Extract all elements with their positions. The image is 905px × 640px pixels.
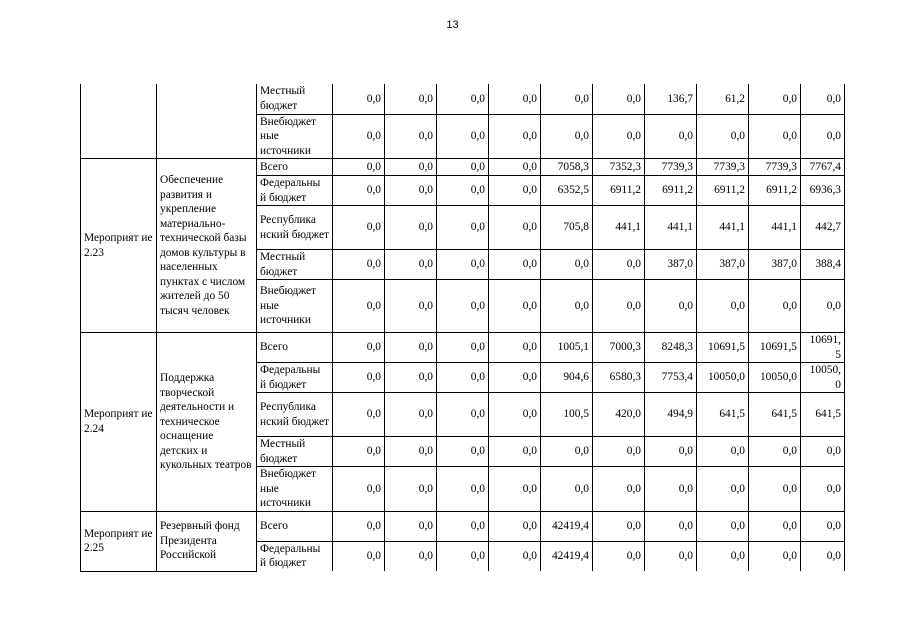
funding-source-cell: Республика нский бюджет xyxy=(257,206,333,250)
value-cell: 641,5 xyxy=(697,393,749,437)
value-cell: 0,0 xyxy=(437,250,489,280)
description-cell: Поддержка творческой деятельности и техническое оснащение детских и кукольных театров xyxy=(157,333,257,512)
value-cell: 0,0 xyxy=(385,467,437,512)
value-cell: 0,0 xyxy=(489,437,541,467)
value-cell: 7739,3 xyxy=(645,159,697,176)
value-cell: 0,0 xyxy=(593,250,645,280)
funding-source-cell: Всего xyxy=(257,511,333,541)
value-cell: 0,0 xyxy=(385,511,437,541)
value-cell: 0,0 xyxy=(541,114,593,159)
value-cell: 0,0 xyxy=(385,250,437,280)
value-cell: 0,0 xyxy=(437,84,489,114)
value-cell: 0,0 xyxy=(645,541,697,571)
funding-source-cell: Федеральны й бюджет xyxy=(257,176,333,206)
value-cell: 494,9 xyxy=(645,393,697,437)
value-cell: 0,0 xyxy=(749,280,801,333)
value-cell: 0,0 xyxy=(749,437,801,467)
value-cell: 0,0 xyxy=(749,541,801,571)
value-cell: 0,0 xyxy=(801,511,845,541)
value-cell: 0,0 xyxy=(437,541,489,571)
value-cell: 7767,4 xyxy=(801,159,845,176)
value-cell: 7753,4 xyxy=(645,363,697,393)
value-cell: 420,0 xyxy=(593,393,645,437)
value-cell: 441,1 xyxy=(697,206,749,250)
value-cell: 0,0 xyxy=(333,114,385,159)
description-cell: Резервный фонд Президента Российской xyxy=(157,511,257,571)
value-cell: 0,0 xyxy=(749,114,801,159)
value-cell: 0,0 xyxy=(489,206,541,250)
value-cell: 10050,0 xyxy=(749,363,801,393)
value-cell: 0,0 xyxy=(333,363,385,393)
value-cell: 0,0 xyxy=(593,114,645,159)
value-cell: 6580,3 xyxy=(593,363,645,393)
value-cell: 6936,3 xyxy=(801,176,845,206)
table-row xyxy=(81,333,845,363)
value-cell: 7739,3 xyxy=(697,159,749,176)
value-cell: 0,0 xyxy=(749,467,801,512)
value-cell: 0,0 xyxy=(489,541,541,571)
value-cell: 0,0 xyxy=(489,333,541,363)
value-cell: 0,0 xyxy=(697,467,749,512)
funding-source-cell: Внебюджет ные источники xyxy=(257,114,333,159)
value-cell: 0,0 xyxy=(489,114,541,159)
value-cell: 904,6 xyxy=(541,363,593,393)
value-cell: 705,8 xyxy=(541,206,593,250)
value-cell: 641,5 xyxy=(749,393,801,437)
value-cell: 0,0 xyxy=(697,511,749,541)
funding-source-cell: Внебюджет ные источники xyxy=(257,280,333,333)
value-cell: 0,0 xyxy=(645,114,697,159)
funding-source-cell: Местный бюджет xyxy=(257,84,333,114)
funding-source-cell: Местный бюджет xyxy=(257,250,333,280)
value-cell: 10050,0 xyxy=(801,363,845,393)
value-cell: 0,0 xyxy=(437,176,489,206)
value-cell: 0,0 xyxy=(437,467,489,512)
value-cell: 0,0 xyxy=(801,114,845,159)
value-cell: 0,0 xyxy=(489,280,541,333)
value-cell: 0,0 xyxy=(697,437,749,467)
value-cell: 641,5 xyxy=(801,393,845,437)
value-cell: 0,0 xyxy=(385,176,437,206)
value-cell: 0,0 xyxy=(489,363,541,393)
value-cell: 0,0 xyxy=(333,541,385,571)
value-cell: 0,0 xyxy=(333,206,385,250)
funding-source-cell: Местный бюджет xyxy=(257,437,333,467)
table-row xyxy=(81,511,845,541)
value-cell: 387,0 xyxy=(697,250,749,280)
description-cell xyxy=(157,84,257,159)
value-cell: 10691,5 xyxy=(801,333,845,363)
value-cell: 388,4 xyxy=(801,250,845,280)
value-cell: 0,0 xyxy=(593,511,645,541)
value-cell: 0,0 xyxy=(489,511,541,541)
value-cell: 0,0 xyxy=(749,84,801,114)
value-cell: 0,0 xyxy=(541,84,593,114)
value-cell: 0,0 xyxy=(437,437,489,467)
value-cell: 1005,1 xyxy=(541,333,593,363)
value-cell: 7739,3 xyxy=(749,159,801,176)
value-cell: 0,0 xyxy=(333,159,385,176)
value-cell: 0,0 xyxy=(333,333,385,363)
value-cell: 136,7 xyxy=(645,84,697,114)
value-cell: 0,0 xyxy=(749,511,801,541)
value-cell: 0,0 xyxy=(541,250,593,280)
value-cell: 0,0 xyxy=(333,437,385,467)
value-cell: 8248,3 xyxy=(645,333,697,363)
value-cell: 0,0 xyxy=(489,84,541,114)
funding-source-cell: Федеральны й бюджет xyxy=(257,541,333,571)
value-cell: 441,1 xyxy=(593,206,645,250)
value-cell: 7000,3 xyxy=(593,333,645,363)
value-cell: 0,0 xyxy=(385,393,437,437)
value-cell: 0,0 xyxy=(489,159,541,176)
value-cell: 0,0 xyxy=(541,467,593,512)
value-cell: 6911,2 xyxy=(697,176,749,206)
value-cell: 0,0 xyxy=(801,84,845,114)
measure-cell: Мероприят ие 2.25 xyxy=(81,511,157,571)
value-cell: 0,0 xyxy=(645,467,697,512)
description-cell: Обеспечение развития и укрепление материально-технической базы домов культуры в населенных пунктах с числом жителей до 50 тысяч человек xyxy=(157,159,257,333)
value-cell: 0,0 xyxy=(333,393,385,437)
value-cell: 0,0 xyxy=(385,541,437,571)
value-cell: 442,7 xyxy=(801,206,845,250)
value-cell: 0,0 xyxy=(697,541,749,571)
value-cell: 6911,2 xyxy=(749,176,801,206)
value-cell: 10691,5 xyxy=(697,333,749,363)
value-cell: 0,0 xyxy=(437,159,489,176)
value-cell: 10691,5 xyxy=(749,333,801,363)
value-cell: 0,0 xyxy=(437,511,489,541)
value-cell: 0,0 xyxy=(697,280,749,333)
value-cell: 7058,3 xyxy=(541,159,593,176)
value-cell: 7352,3 xyxy=(593,159,645,176)
value-cell: 0,0 xyxy=(333,467,385,512)
page-number: 13 xyxy=(446,19,459,31)
value-cell: 0,0 xyxy=(489,393,541,437)
value-cell: 0,0 xyxy=(541,280,593,333)
value-cell: 0,0 xyxy=(385,280,437,333)
table-row xyxy=(81,84,845,114)
value-cell: 387,0 xyxy=(645,250,697,280)
value-cell: 0,0 xyxy=(385,84,437,114)
value-cell: 10050,0 xyxy=(697,363,749,393)
value-cell: 0,0 xyxy=(333,84,385,114)
value-cell: 0,0 xyxy=(385,333,437,363)
value-cell: 0,0 xyxy=(593,280,645,333)
funding-source-cell: Внебюджет ные источники xyxy=(257,467,333,512)
funding-source-cell: Республика нский бюджет xyxy=(257,393,333,437)
measure-cell: Мероприят ие 2.23 xyxy=(81,159,157,333)
value-cell: 0,0 xyxy=(385,437,437,467)
table-row xyxy=(81,159,845,176)
value-cell: 0,0 xyxy=(437,206,489,250)
measure-cell xyxy=(81,84,157,159)
value-cell: 0,0 xyxy=(437,333,489,363)
value-cell: 0,0 xyxy=(333,250,385,280)
value-cell: 0,0 xyxy=(437,393,489,437)
value-cell: 0,0 xyxy=(437,114,489,159)
value-cell: 0,0 xyxy=(645,280,697,333)
value-cell: 0,0 xyxy=(437,363,489,393)
value-cell: 0,0 xyxy=(593,437,645,467)
measure-cell: Мероприят ие 2.24 xyxy=(81,333,157,512)
value-cell: 441,1 xyxy=(749,206,801,250)
value-cell: 0,0 xyxy=(801,280,845,333)
value-cell: 0,0 xyxy=(385,363,437,393)
value-cell: 0,0 xyxy=(385,114,437,159)
value-cell: 0,0 xyxy=(697,114,749,159)
value-cell: 0,0 xyxy=(541,437,593,467)
value-cell: 0,0 xyxy=(645,437,697,467)
value-cell: 6911,2 xyxy=(593,176,645,206)
value-cell: 441,1 xyxy=(645,206,697,250)
value-cell: 387,0 xyxy=(749,250,801,280)
value-cell: 6911,2 xyxy=(645,176,697,206)
value-cell: 0,0 xyxy=(593,84,645,114)
value-cell: 0,0 xyxy=(385,206,437,250)
value-cell: 0,0 xyxy=(437,280,489,333)
funding-source-cell: Федеральны й бюджет xyxy=(257,363,333,393)
value-cell: 0,0 xyxy=(801,467,845,512)
value-cell: 61,2 xyxy=(697,84,749,114)
value-cell: 42419,4 xyxy=(541,541,593,571)
value-cell: 0,0 xyxy=(489,250,541,280)
value-cell: 100,5 xyxy=(541,393,593,437)
value-cell: 0,0 xyxy=(333,176,385,206)
value-cell: 0,0 xyxy=(385,159,437,176)
value-cell: 0,0 xyxy=(333,280,385,333)
value-cell: 0,0 xyxy=(489,467,541,512)
value-cell: 0,0 xyxy=(333,511,385,541)
value-cell: 42419,4 xyxy=(541,511,593,541)
value-cell: 0,0 xyxy=(801,437,845,467)
value-cell: 6352,5 xyxy=(541,176,593,206)
value-cell: 0,0 xyxy=(593,467,645,512)
value-cell: 0,0 xyxy=(489,176,541,206)
funding-source-cell: Всего xyxy=(257,333,333,363)
value-cell: 0,0 xyxy=(645,511,697,541)
value-cell: 0,0 xyxy=(593,541,645,571)
funding-source-cell: Всего xyxy=(257,159,333,176)
value-cell: 0,0 xyxy=(801,541,845,571)
budget-table xyxy=(80,84,845,572)
